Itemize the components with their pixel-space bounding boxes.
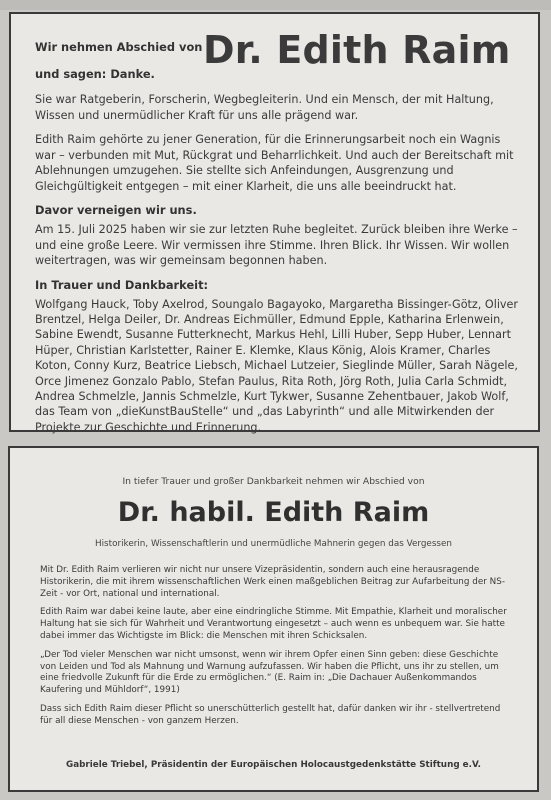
obituary-notice-2 bbox=[8, 446, 539, 792]
thanks-paragraph: Dass sich Edith Raim dieser Pflicht so unerschütterlich gestellt hat, dafür danken wir ihr - stellvertretend für all diese Menschen - von ganzem Herzen. bbox=[40, 703, 501, 726]
notice-header bbox=[35, 28, 520, 92]
tribute-paragraph: Edith Raim war dabei keine laute, aber eine eindringliche Stimme. Mit Empathie, Klarheit und moralischer Haltung hat sie sich für Wahrheit und Verantwortung eingesetzt – auch wenn es unbequem war. Sie hatte dabei immer das Wichtigste im Blick: die Menschen mit ihren Schicksalen. bbox=[40, 607, 507, 641]
mourners-heading: In Trauer und Dankbarkeit: bbox=[35, 277, 209, 292]
tribute-paragraph: Edith Raim gehörte zu jener Generation, für die Erinnerungsarbeit noch ein Wagnis war – verbunden mit Mut, Rückgrat und Beharrlichkeit. Und auch der Bereitschaft mit Ablehnungen umzugehen. Sie stellte sich Anfeindungen, Ausgrenzung und Gleichgültigkeit entgegen – mit einer Klarheit, die uns alle beeindruckt hat. bbox=[35, 133, 514, 193]
subtitle-line: Historikerin, Wissenschaftlerin und unermüdliche Mahnerin gegen das Vergessen bbox=[95, 539, 452, 549]
thanks-line: und sagen: Danke. bbox=[35, 67, 155, 81]
burial-paragraph: Am 15. Juli 2025 haben wir sie zur letzten Ruhe begleitet. Zurück bleiben ihre Werke – und eine große Leere. Wir vermissen ihre Stimme. Ihren Blick. Ihr Wissen. Wir wollen weitertragen, was wir gemeinsam begonnen haben. bbox=[35, 223, 518, 267]
farewell-line: Wir nehmen Abschied von bbox=[35, 40, 203, 54]
obituary-notice-1 bbox=[9, 12, 540, 432]
notice-body bbox=[40, 565, 515, 735]
newspaper-edge bbox=[0, 0, 551, 10]
signature: Gabriele Triebel, Präsidentin der Europäischen Holocaustgedenkstätte Stiftung e.V. bbox=[65, 760, 482, 770]
deceased-name: Dr. Edith Raim bbox=[203, 28, 511, 72]
bow-heading: Davor verneigen wir uns. bbox=[35, 203, 197, 217]
mourners-list: Wolfgang Hauck, Toby Axelrod, Soungalo Bagayoko, Margaretha Bissinger-Götz, Oliver Brentzel, Helga Deiler, Dr. Andreas Eichmüller, Edmund Epple, Katharina Erlenwein, Sabine Ewendt, Susanne Futterknecht, Markus Hehl, Lilli Huber, Sepp Huber, Lennart Hüper, Christian Karlstetter, Rainer E. Klemke, Klaus König, Alois Kramer, Charles Koton, Conny Kurz, Beatrice Liebsch, Michael Lutzeier, Sieglinde Müller, Sarah Nägele, Orce Jimenez Gonzalo Pablo, Stefan Paulus, Rita Roth, Jörg Roth, Julia Carla Schmidt, Andrea Schmelzle, Jannis Schmelzle, Kurt Tykwer, Susanne Zehentbauer, Jakob Wolf, das Team von „dieKunstBauStelle“ und „das Labyrinth“ und alle Mitwirkenden der Projekte zur Geschichte und Erinnerung. bbox=[35, 297, 519, 434]
deceased-name: Dr. habil. Edith Raim bbox=[117, 497, 430, 528]
tribute-paragraph: Sie war Ratgeberin, Forscherin, Wegbegleiterin. Und ein Mensch, der mit Haltung, Wissen und unermüdlicher Kraft für uns alle prägend war. bbox=[35, 93, 494, 122]
intro-line: In tiefer Trauer und großer Dankbarkeit nehmen wir Abschied von bbox=[122, 476, 425, 487]
tribute-paragraph: Mit Dr. Edith Raim verlieren wir nicht nur unsere Vizepräsidentin, sondern auch eine herausragende Historikerin, die mit ihrem wissenschaftlichen Werk einen maßgeblichen Beitrag zur Aufarbeitung der NS-Zeit - vor Ort, national und international. bbox=[40, 565, 506, 599]
quote-paragraph: „Der Tod vieler Menschen war nicht umsonst, wenn wir ihrem Opfer einen Sinn geben: diese Geschichte von Leiden und Tod als Mahnung und Warnung aufzufassen. Wir haben die Pflicht, uns ihr zu stellen, um eine friedvolle Zukunft für die Erde zu ermöglichen.“ (E. Raim in: „Die Dachauer Außenkommandos Kaufering und Mühldorf“, 1991) bbox=[40, 649, 499, 696]
